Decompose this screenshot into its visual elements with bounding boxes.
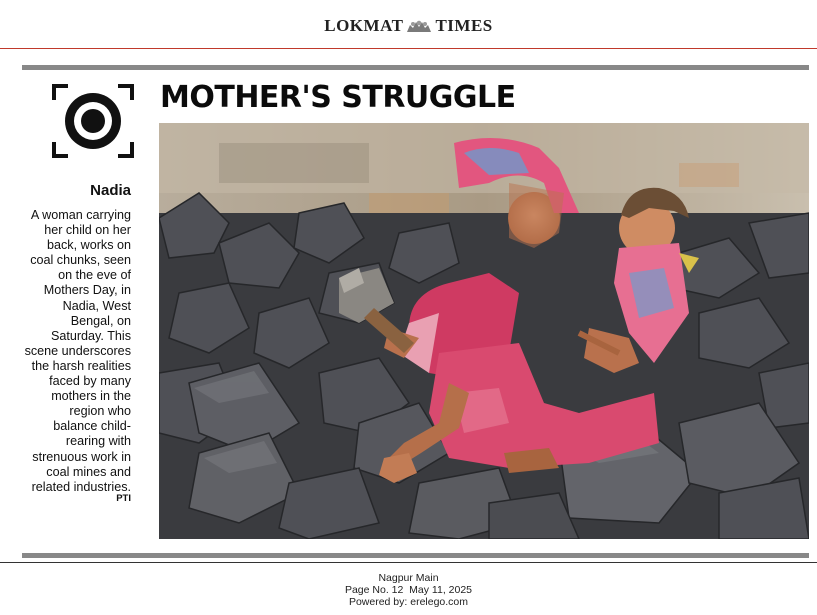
footer-edition: Nagpur Main [378, 572, 439, 584]
footer-page-date: Page No. 12 May 11, 2025 [344, 584, 473, 597]
page-rule [0, 562, 817, 563]
page-footer [0, 572, 817, 609]
dateline-place: Nadia [90, 182, 131, 199]
bottom-rule [22, 553, 809, 558]
photo-credit: PTI [116, 493, 131, 504]
photo-caption: A woman carrying her child on her back, works on coal chunks, seen on the eve of Mothers Day, in Nadia, West Bengal, on Saturday. This scene underscores the harsh realities faced by many mothers in the region who balance child-rearing with strenuous work in coal mines and related industries. [24, 208, 131, 494]
headline: MOTHER'S STRUGGLE [160, 80, 516, 115]
top-rule [22, 65, 809, 70]
news-photo [159, 123, 809, 539]
footer-powered-by: Powered by: erelego.com [348, 596, 469, 609]
masthead-right: TIMES [435, 16, 493, 35]
masthead-left: LOKMAT [324, 16, 404, 35]
masthead [0, 0, 817, 49]
masthead-title [0, 16, 817, 36]
lions-emblem-icon [405, 19, 433, 33]
camera-lens-icon [52, 84, 134, 158]
